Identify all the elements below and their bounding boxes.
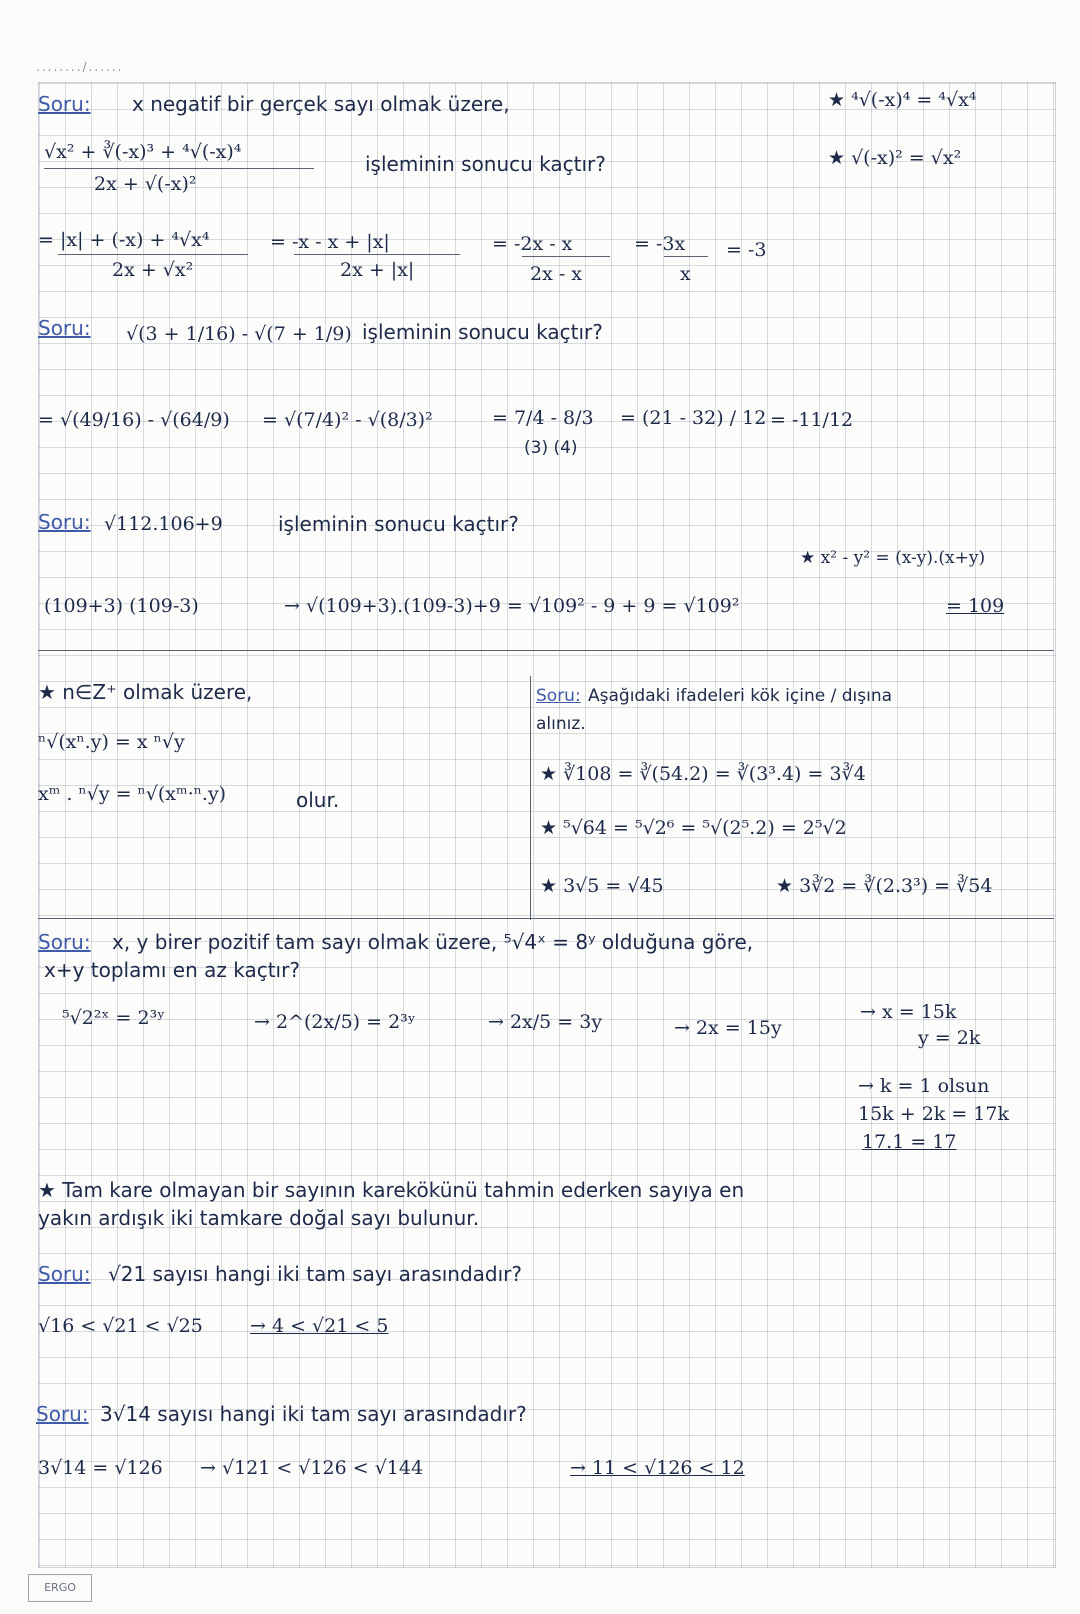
rule-line2: xᵐ . ⁿ√y = ⁿ√(xᵐ·ⁿ.y)	[38, 783, 227, 805]
q2-step3-multipliers: (3) (4)	[524, 438, 578, 458]
q4-line1: ★ ∛108 = ∛(54.2) = ∛(3³.4) = 3∛4	[540, 763, 866, 785]
q3-split: (109+3) (109-3)	[44, 595, 199, 617]
q5-text2: x+y toplamı en az kaçtır?	[44, 958, 300, 982]
q1-answer: = -3	[726, 239, 767, 261]
date-placeholder: ......../......	[36, 60, 124, 74]
q3-identity: ★ x² - y² = (x-y).(x+y)	[800, 548, 986, 568]
q1-label: Soru:	[38, 92, 91, 116]
rule-line1: ⁿ√(xⁿ.y) = x ⁿ√y	[38, 731, 185, 753]
q1-sol-den2: 2x + |x|	[340, 259, 415, 281]
tip-line1: ★ Tam kare olmayan bir sayının karekökünü tahmin ederken sayıya en	[38, 1178, 745, 1202]
q1-ask: işleminin sonucu kaçtır?	[365, 152, 606, 176]
q1-sol-num3: = -2x - x	[492, 233, 573, 255]
q5-step5: → x = 15k	[860, 1001, 957, 1023]
q4-line3: ★ 3√5 = √45	[540, 875, 664, 897]
q5-step1: ⁵√2²ˣ = 2³ʸ	[62, 1007, 166, 1029]
q5-step3: → 2x/5 = 3y	[488, 1011, 603, 1033]
q1-sol-den1: 2x + √x²	[112, 259, 194, 281]
q5-step9: 17.1 = 17	[862, 1131, 957, 1153]
q1-note1: ★ ⁴√(-x)⁴ = ⁴√x⁴	[828, 89, 977, 111]
q5-step7: → k = 1 olsun	[858, 1075, 990, 1097]
q1-sol-num1: = |x| + (-x) + ⁴√x⁴	[38, 229, 210, 251]
q1-fraction-bar	[44, 168, 314, 169]
q1-text: x negatif bir gerçek sayı olmak üzere,	[132, 92, 510, 116]
q3-answer: = 109	[946, 595, 1005, 617]
q2-answer: = -11/12	[770, 409, 854, 431]
q5-step4: → 2x = 15y	[674, 1017, 782, 1039]
q2-step3: = 7/4 - 8/3	[492, 407, 594, 429]
q5-label: Soru:	[38, 930, 91, 954]
q6-label: Soru:	[38, 1262, 91, 1286]
q1-sol-num2: = -x - x + |x|	[270, 231, 390, 253]
q3-step: → √(109+3).(109-3)+9 = √109² - 9 + 9 = √109²	[284, 595, 740, 617]
q4-label: Soru:	[536, 686, 581, 706]
q1-sol-bar2	[294, 254, 460, 255]
q1-denominator: 2x + √(-x)²	[94, 173, 197, 195]
q5-step8: 15k + 2k = 17k	[858, 1103, 1009, 1125]
q6-answer: → 4 < √21 < 5	[250, 1315, 389, 1337]
q4-line2: ★ ⁵√64 = ⁵√2⁶ = ⁵√(2⁵.2) = 2⁵√2	[540, 817, 847, 839]
tip-line2: yakın ardışık iki tamkare doğal sayı bulunur.	[38, 1206, 480, 1230]
q1-sol-bar3	[522, 256, 610, 257]
q3-expr: √112.106+9	[104, 513, 223, 535]
q2-step4: = (21 - 32) / 12	[620, 407, 767, 429]
q6-text: √21 sayısı hangi iki tam sayı arasındadır?	[108, 1262, 523, 1286]
q2-step2: = √(7/4)² - √(8/3)²	[262, 409, 433, 431]
q1-sol-den4: x	[680, 263, 691, 285]
q1-sol-den3: 2x - x	[530, 263, 583, 285]
q1-sol-bar4	[664, 256, 708, 257]
box-left-border	[530, 676, 531, 920]
q7-label: Soru:	[36, 1402, 89, 1426]
q7-answer: → 11 < √126 < 12	[570, 1457, 745, 1479]
q2-ask: işleminin sonucu kaçtır?	[362, 320, 603, 344]
q5-step6: y = 2k	[918, 1027, 981, 1049]
q4-text2: alınız.	[536, 714, 586, 734]
q2-step1: = √(49/16) - √(64/9)	[38, 409, 230, 431]
q1-sol-bar1	[58, 254, 248, 255]
q4-line4: ★ 3∛2 = ∛(2.3³) = ∛54	[776, 875, 993, 897]
q2-label: Soru:	[38, 316, 91, 340]
q1-sol-num4: = -3x	[634, 233, 686, 255]
q7-step2: → √121 < √126 < √144	[200, 1457, 424, 1479]
section-divider-2	[38, 918, 1054, 919]
q6-step: √16 < √21 < √25	[38, 1315, 203, 1337]
q3-ask: işleminin sonucu kaçtır?	[278, 512, 519, 536]
q2-expr: √(3 + 1/16) - √(7 + 1/9)	[126, 323, 352, 345]
q5-step2: → 2^(2x/5) = 2³ʸ	[254, 1011, 416, 1033]
publisher-logo: ERGO	[28, 1574, 92, 1602]
q3-label: Soru:	[38, 510, 91, 534]
q4-text: Aşağıdaki ifadeleri kök içine / dışına	[588, 686, 893, 706]
q7-text: 3√14 sayısı hangi iki tam sayı arasındadır?	[100, 1402, 527, 1426]
q1-note2: ★ √(-x)² = √x²	[828, 147, 962, 169]
section-divider-1	[38, 650, 1054, 651]
rule-suffix: olur.	[296, 788, 340, 812]
q1-expr: √x² + ∛(-x)³ + ⁴√(-x)⁴	[44, 141, 242, 163]
rule-title: ★ n∈Z⁺ olmak üzere,	[38, 680, 253, 704]
q7-step1: 3√14 = √126	[38, 1457, 163, 1479]
q5-text: x, y birer pozitif tam sayı olmak üzere, ⁵√4ˣ = 8ʸ olduğuna göre,	[112, 930, 754, 954]
